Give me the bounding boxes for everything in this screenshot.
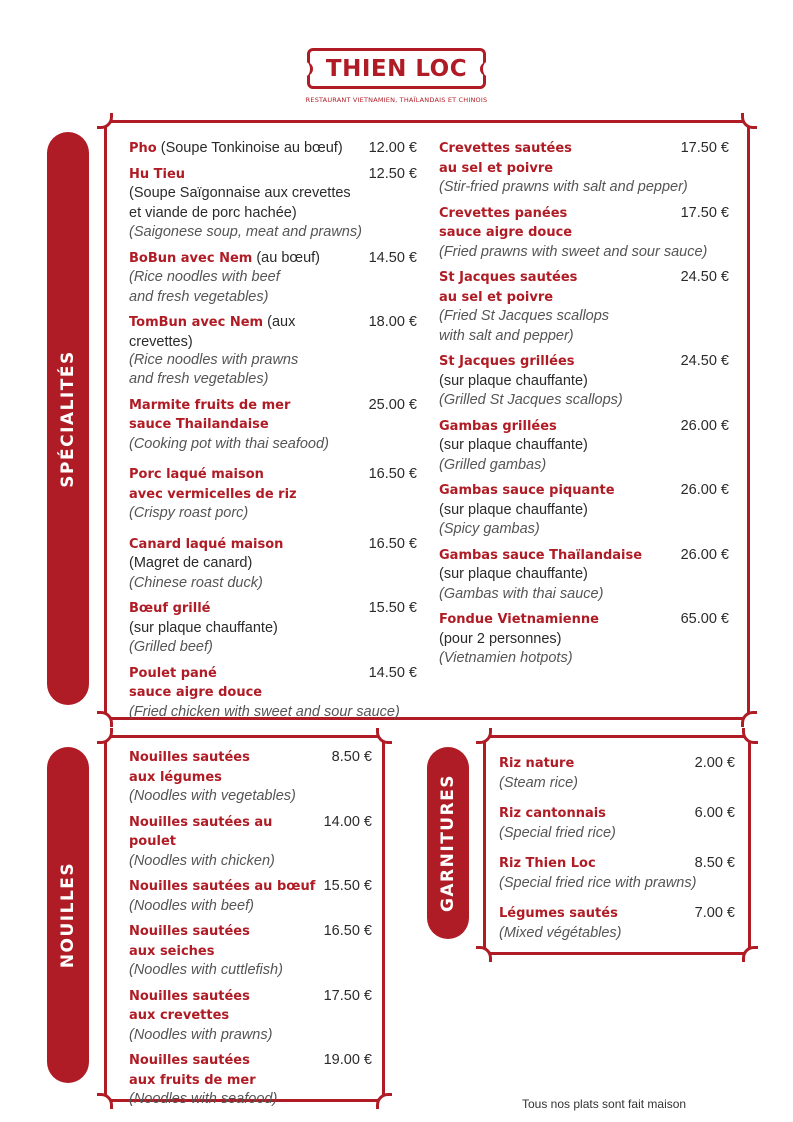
dish-description-en: (Chinese roast duck)	[129, 574, 263, 591]
dish-description-en: (Grilled beef)	[129, 639, 213, 655]
panel-nouilles	[104, 735, 385, 1107]
dish-name: Porc laqué maison avec vermicelles de riz	[129, 467, 297, 502]
dish-name: Nouilles sautées aux fruits de mer	[129, 1053, 256, 1088]
dish-description-en: (Fried chicken with sweet and sour sauce)	[129, 703, 400, 720]
dish-description-fr: (sur plaque chauffante)	[439, 437, 588, 453]
dish-price: 18.00 €	[368, 314, 417, 330]
brand-logo	[307, 48, 486, 89]
dish-name: Hu Tieu	[129, 166, 186, 182]
menu-item	[129, 535, 417, 594]
menu-item-header	[439, 352, 729, 372]
menu-item	[129, 664, 417, 723]
dish-description-fr: (sur plaque chauffante)	[129, 619, 278, 636]
dish-price: 8.50 €	[694, 855, 735, 871]
dish-name: Gambas grillées	[439, 418, 557, 434]
dish-price: 15.50 €	[368, 600, 417, 616]
dish-name: Gambas sauce Thaïlandaise	[439, 547, 643, 563]
dish-description-fr: (sur plaque chauffante)	[439, 566, 588, 582]
dish-name: Nouilles sautées au poulet	[129, 814, 273, 849]
dish-price: 65.00 €	[680, 611, 729, 627]
menu-item	[129, 813, 372, 872]
dish-description-en: (Noodles with beef)	[129, 897, 254, 914]
menu-item-title	[499, 804, 689, 824]
menu-item-title	[439, 481, 675, 501]
menu-item-header	[499, 754, 735, 774]
menu-item-header	[439, 204, 729, 243]
dish-name-extra: (Soupe Tonkinoise au bœuf)	[156, 140, 343, 156]
dish-price: 17.50 €	[323, 987, 372, 1004]
section-tab-nouilles	[47, 747, 89, 1083]
menu-item-header	[129, 877, 372, 897]
section-title-garnitures: GARNITURES	[438, 773, 458, 913]
menu-item-title	[129, 877, 318, 897]
menu-item	[129, 599, 417, 658]
menu-item-title	[129, 313, 363, 351]
dish-name: BoBun avec Nem	[129, 250, 253, 266]
dish-description-en: (Fried prawns with sweet and sour sauce)	[439, 243, 708, 260]
dish-name: St Jacques sautées au sel et poivre	[439, 270, 578, 305]
dish-price: 16.50 €	[368, 535, 417, 552]
menu-item	[439, 352, 729, 411]
menu-item-title	[439, 417, 675, 437]
header	[0, 48, 793, 104]
menu-item	[129, 165, 417, 243]
menu-item	[129, 1051, 372, 1110]
dish-name: Poulet pané sauce aigre douce	[129, 665, 263, 700]
menu-item-title	[129, 165, 363, 185]
menu-item-header	[439, 610, 729, 630]
menu-item	[499, 904, 735, 943]
dish-name: Fondue Vietnamienne	[439, 612, 599, 627]
menu-item-title	[129, 922, 318, 961]
dish-price: 17.50 €	[680, 140, 729, 156]
dish-name: Légumes sautés	[499, 906, 618, 921]
menu-item-title	[129, 465, 363, 504]
dish-price: 26.00 €	[680, 482, 729, 498]
menu-item	[129, 396, 417, 455]
menu-item-title	[129, 987, 318, 1026]
dish-price: 6.00 €	[694, 805, 735, 821]
nouilles-column	[129, 748, 372, 1110]
menu-item	[439, 268, 729, 346]
menu-item-title	[129, 139, 363, 159]
dish-description-en: (Fried St Jacques scallops with salt and pepper)	[439, 308, 610, 344]
menu-item-title	[439, 610, 675, 630]
menu-item-header	[439, 546, 729, 566]
dish-description-en: (Noodles with vegetables)	[129, 788, 296, 804]
dish-description-en: (Spicy gambas)	[439, 521, 540, 537]
menu-item-title	[129, 813, 318, 852]
menu-item-title	[499, 854, 689, 874]
specialites-left-column	[129, 139, 417, 722]
menu-item-title	[129, 599, 363, 619]
menu-item-header	[499, 854, 735, 874]
dish-description-en: (Crispy roast porc)	[129, 505, 249, 521]
menu-item-header	[129, 139, 417, 159]
dish-description-en: (Mixed végétables)	[499, 924, 622, 941]
menu-item-header	[439, 268, 729, 307]
menu-item	[129, 922, 372, 981]
dish-name-extra: (aux crevettes)	[129, 314, 296, 350]
panel-garnitures	[483, 735, 751, 955]
menu-item-header	[129, 922, 372, 961]
dish-price: 26.00 €	[680, 546, 729, 563]
menu-item-header	[129, 664, 417, 703]
dish-price: 2.00 €	[694, 755, 735, 771]
menu-item-header	[439, 481, 729, 501]
dish-price: 8.50 €	[331, 749, 372, 765]
dish-name: Nouilles sautées aux crevettes	[129, 988, 250, 1023]
dish-description-fr: (pour 2 personnes)	[439, 630, 562, 647]
dish-description-en: (Saigonese soup, meat and prawns)	[129, 224, 362, 240]
dish-name: Riz cantonnais	[499, 806, 606, 821]
dish-description-fr: (sur plaque chauffante)	[439, 372, 588, 389]
menu-item-header	[499, 804, 735, 824]
dish-description-en: (Stir-fried prawns with salt and pepper)	[439, 179, 688, 195]
dish-description-en: (Vietnamien hotpots)	[439, 650, 573, 666]
menu-item-title	[439, 204, 675, 243]
dish-price: 14.50 €	[368, 664, 417, 681]
menu-item	[499, 854, 735, 893]
dish-name: Riz nature	[499, 756, 575, 771]
menu-item-title	[439, 139, 675, 178]
dish-name: Nouilles sautées au bœuf	[129, 879, 316, 894]
section-title-nouilles: NOUILLES	[58, 861, 78, 969]
dish-description-en: (Rice noodles with prawns and fresh vegetables)	[129, 351, 299, 387]
menu-item-header	[439, 139, 729, 178]
menu-item-title	[129, 249, 363, 269]
dish-description-en: (Grilled gambas)	[439, 456, 547, 473]
dish-description-en: (Noodles with chicken)	[129, 852, 275, 869]
dish-price: 12.50 €	[368, 165, 417, 182]
dish-price: 14.50 €	[368, 249, 417, 266]
menu-item	[129, 249, 417, 308]
menu-item	[439, 204, 729, 263]
brand-name: THIEN LOC	[325, 56, 468, 82]
menu-item-title	[129, 396, 363, 435]
menu-item-header	[129, 396, 417, 435]
dish-name: Nouilles sautées aux seiches	[129, 924, 250, 959]
section-tab-garnitures	[427, 747, 469, 939]
menu-item	[439, 139, 729, 198]
brand-tagline: RESTAURANT VIETNAMIEN, THAÏLANDAIS ET CHINOIS	[305, 96, 488, 104]
menu-item-title	[129, 535, 363, 555]
dish-name: TomBun avec Nem	[129, 315, 264, 330]
menu-item-header	[129, 249, 417, 269]
menu-item-title	[499, 754, 689, 774]
footer-note: Tous nos plats sont fait maison	[522, 1097, 687, 1111]
dish-description-fr: (Magret de canard)	[129, 555, 253, 571]
menu-item-title	[439, 352, 675, 372]
menu-item-header	[129, 987, 372, 1026]
dish-description-en: (Grilled St Jacques scallops)	[439, 392, 623, 408]
dish-description-en: (Steam rice)	[499, 774, 578, 791]
dish-price: 7.00 €	[694, 905, 735, 921]
menu-item	[129, 987, 372, 1046]
dish-description-fr: (sur plaque chauffante)	[439, 501, 588, 518]
dish-name: Bœuf grillé	[129, 601, 211, 616]
dish-name: Crevettes panées sauce aigre douce	[439, 205, 573, 240]
specialites-right-column	[439, 139, 729, 669]
dish-price: 14.00 €	[323, 813, 372, 830]
section-tab-specialites	[47, 132, 89, 705]
menu-item-header	[129, 165, 417, 185]
dish-name: St Jacques grillées	[439, 354, 575, 369]
menu-item-header	[129, 465, 417, 504]
dish-name: Gambas sauce piquante	[439, 483, 615, 498]
menu-item	[129, 139, 417, 159]
dish-price: 24.50 €	[680, 353, 729, 369]
menu-item	[439, 546, 729, 605]
menu-item-header	[129, 535, 417, 555]
dish-name-extra: (au bœuf)	[252, 249, 321, 266]
dish-description-en: (Special fried rice)	[499, 824, 616, 841]
dish-description-en: (Noodles with cuttlefish)	[129, 962, 283, 978]
menu-item	[439, 610, 729, 669]
menu-item-title	[129, 1051, 318, 1090]
dish-price: 12.00 €	[368, 140, 417, 156]
dish-price: 19.00 €	[323, 1052, 372, 1068]
menu-item	[499, 804, 735, 843]
dish-price: 16.50 €	[368, 466, 417, 482]
menu-item-header	[129, 599, 417, 619]
menu-item-title	[499, 904, 689, 924]
dish-name: Canard laqué maison	[129, 536, 284, 552]
dish-price: 15.50 €	[323, 878, 372, 894]
dish-price: 16.50 €	[323, 923, 372, 939]
menu-item-title	[439, 546, 675, 566]
dish-description-en: (Gambas with thai sauce)	[439, 585, 604, 602]
menu-item	[499, 754, 735, 793]
dish-description-en: (Rice noodles with beef and fresh vegetables)	[129, 269, 280, 305]
menu-item	[129, 313, 417, 390]
menu-item-header	[129, 313, 417, 351]
dish-description-fr: (Soupe Saïgonnaise aux crevettes et viande de porc hachée)	[129, 185, 351, 221]
dish-name: Marmite fruits de mer sauce Thailandaise	[129, 397, 291, 432]
dish-price: 17.50 €	[680, 204, 729, 221]
menu-item-header	[129, 813, 372, 852]
dish-name: Crevettes sautées au sel et poivre	[439, 141, 572, 176]
menu-item-header	[439, 417, 729, 437]
menu-item-title	[439, 268, 675, 307]
dish-description-en: (Noodles with seafood)	[129, 1091, 278, 1107]
menu-item-header	[499, 904, 735, 924]
dish-description-en: (Noodles with prawns)	[129, 1026, 273, 1043]
section-title-specialites: SPÉCIALITÉS	[58, 349, 78, 488]
menu-item-title	[129, 664, 363, 703]
dish-price: 24.50 €	[680, 269, 729, 285]
dish-price: 25.00 €	[368, 396, 417, 413]
menu-item	[439, 481, 729, 540]
dish-description-en: (Cooking pot with thai seafood)	[129, 435, 329, 452]
menu-item-title	[129, 748, 326, 787]
dish-name: Pho	[129, 141, 157, 156]
menu-item-header	[129, 1051, 372, 1090]
menu-item	[129, 748, 372, 807]
dish-name: Nouilles sautées aux légumes	[129, 750, 250, 785]
dish-price: 26.00 €	[680, 417, 729, 434]
dish-name: Riz Thien Loc	[499, 856, 596, 871]
panel-specialites	[104, 120, 750, 720]
garnitures-column	[499, 754, 735, 943]
dish-description-en: (Special fried rice with prawns)	[499, 874, 697, 891]
menu-item	[439, 417, 729, 476]
menu-item	[129, 465, 417, 524]
menu-item	[129, 877, 372, 916]
menu-item-header	[129, 748, 372, 787]
